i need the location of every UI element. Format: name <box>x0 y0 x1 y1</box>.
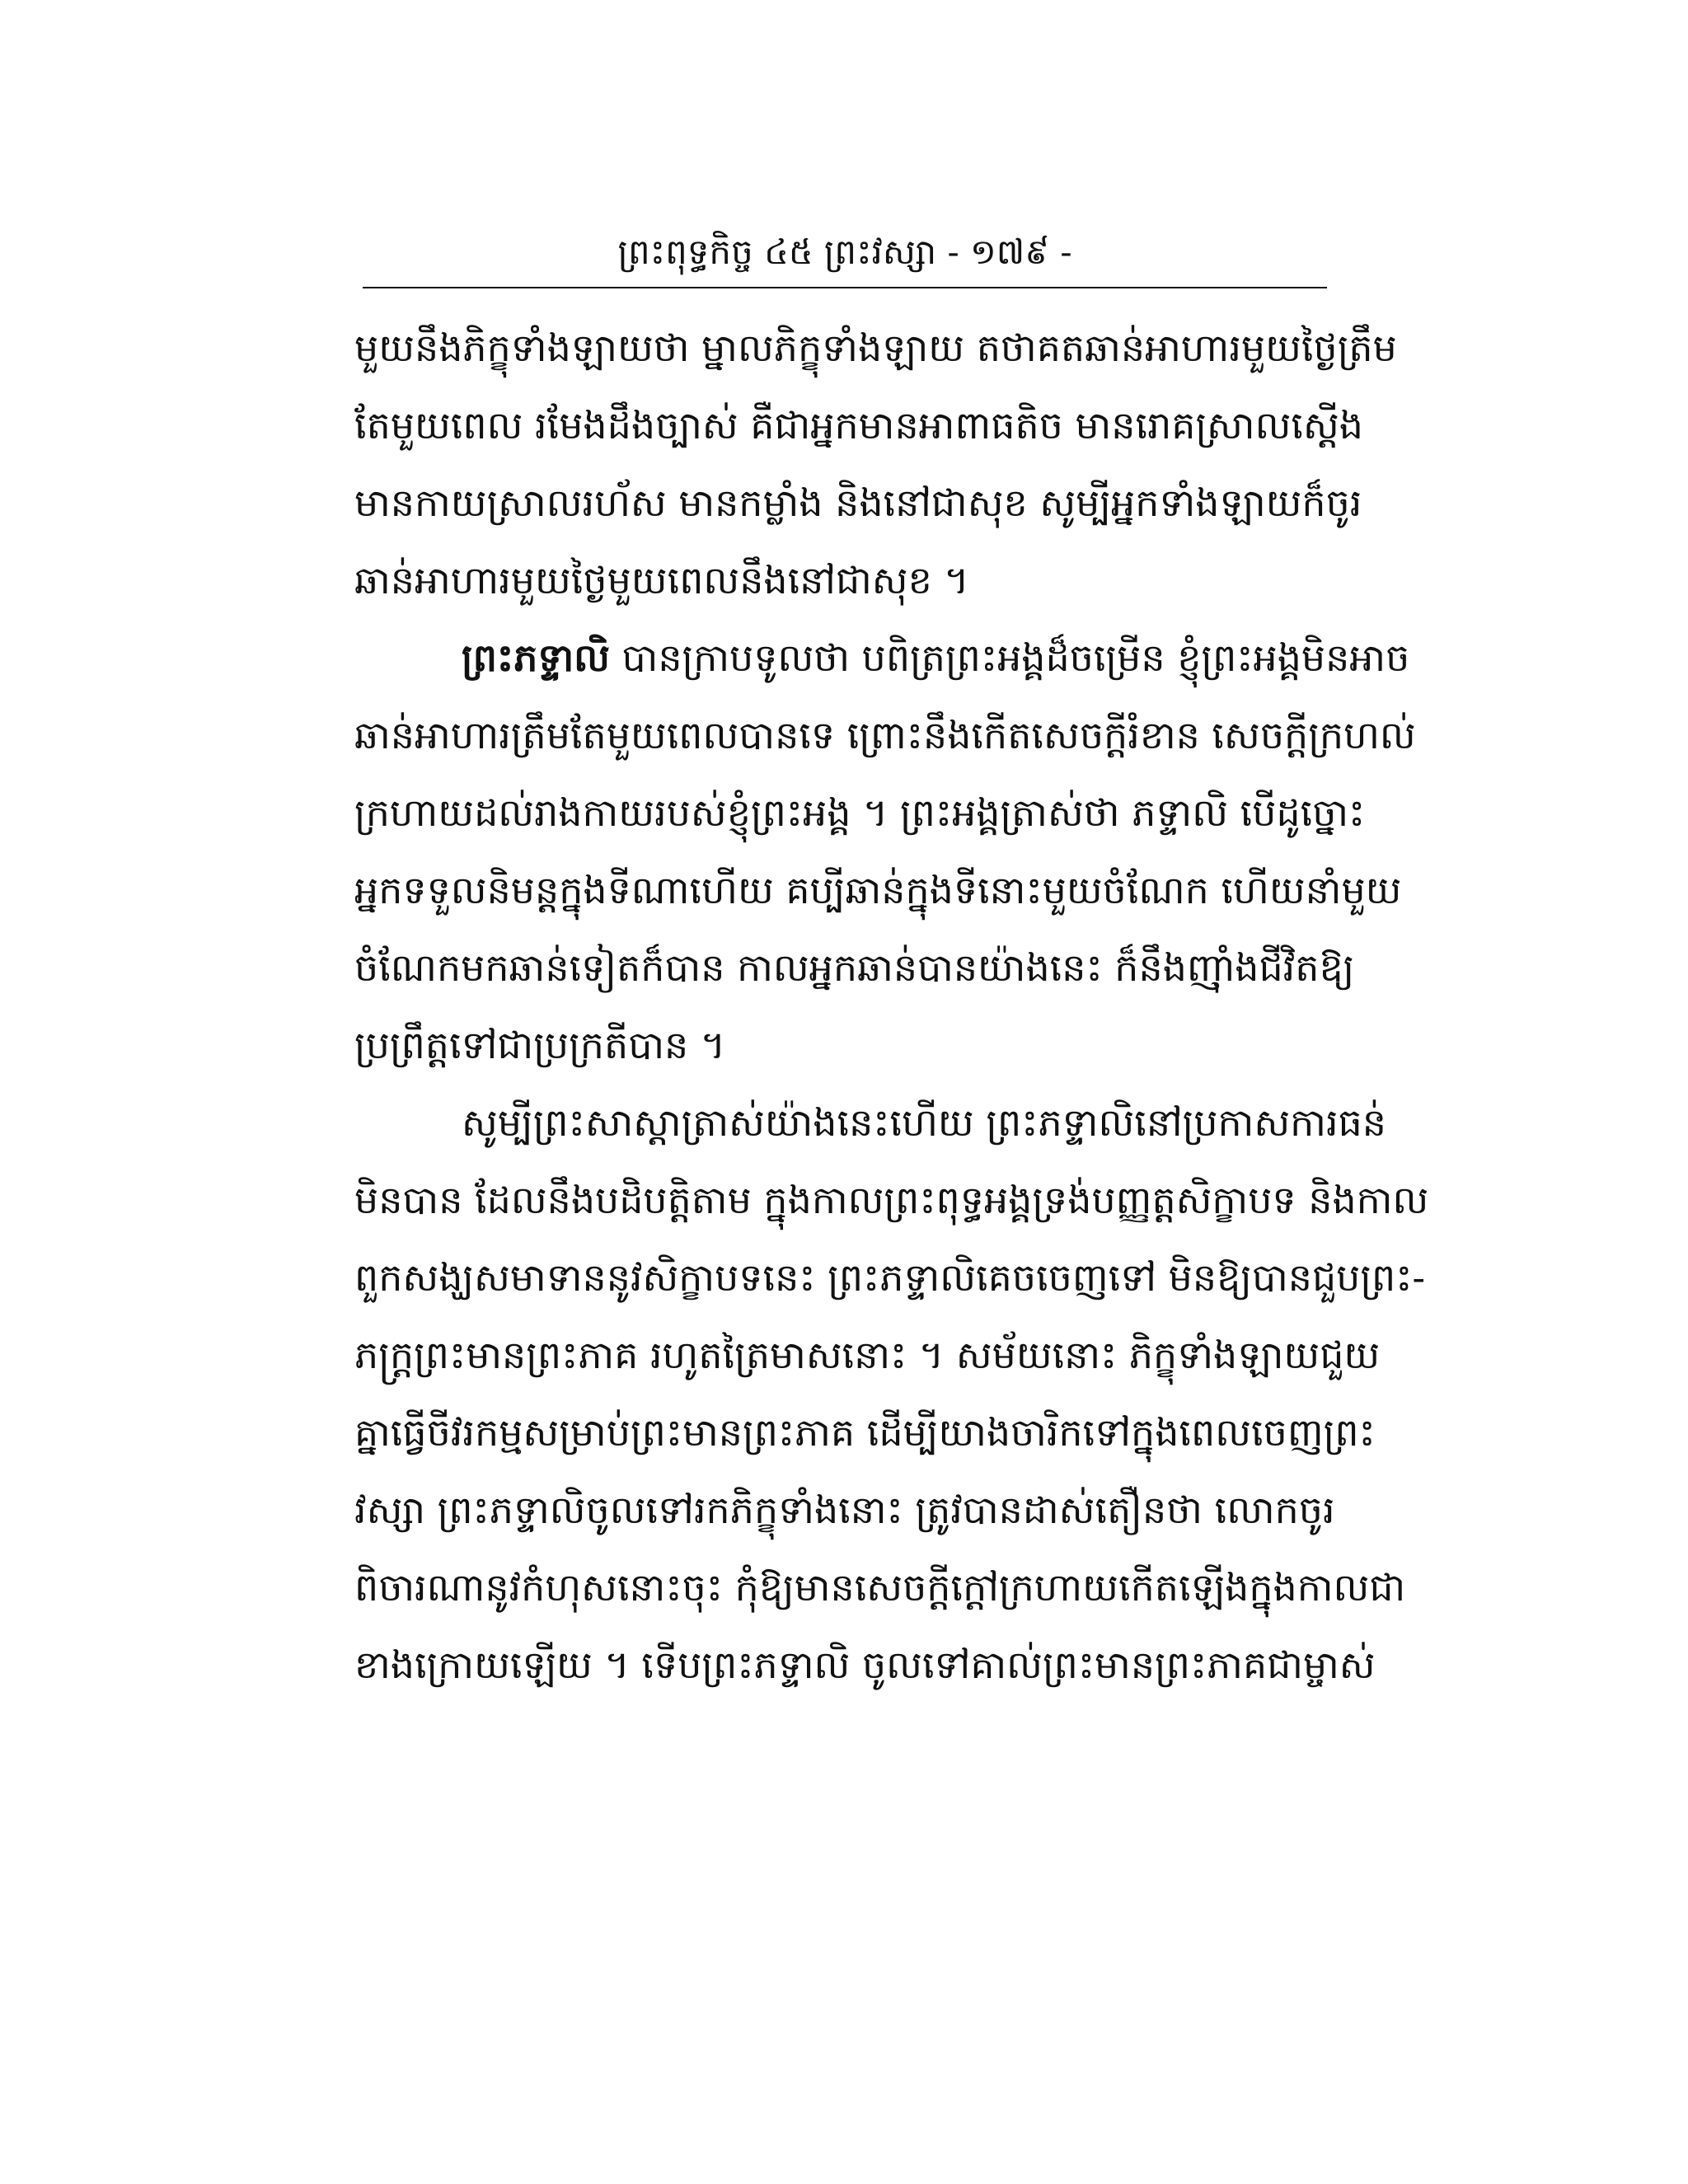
paragraph-3-line-4: ភក្រ្តព្រះមានព្រះភាគ រហូតត្រៃមាសនោះ ។ សម័យនោះ ភិក្ខុទាំងឡាយជួយ <box>354 1333 1381 1377</box>
paragraph-2-line-1 <box>354 619 1410 696</box>
paragraph-3-line-2: មិនបាន ដែលនឹងបដិបត្តិតាម ក្នុងកាលព្រះពុទ្ធអង្គទ្រង់បញ្ញត្តសិក្ខាបទ និងកាល <box>354 1178 1429 1222</box>
header-rule <box>363 287 1327 288</box>
paragraph-3-line-3: ពួកសង្ឃសមាទាននូវសិក្ខាបទនេះ ព្រះភទ្ទាលិគេចចេញទៅ មិនឱ្យបានជួបព្រះ- <box>354 1255 1426 1300</box>
paragraph-2-line-6: ប្រព្រឹត្តទៅជាប្រក្រតីបាន ។ <box>354 1023 726 1067</box>
paragraph-2-line-4: អ្នកទទួលនិមន្តក្នុងទីណាហើយ គប្បីឆាន់ក្នុងទីនោះមួយចំណែក ហើយនាំមួយ <box>354 868 1402 912</box>
paragraph-2-line-3: ក្រហាយដល់រាងកាយរបស់ខ្ញុំព្រះអង្គ ។ ព្រះអង្គត្រាស់ថា ភទ្ទាលិ បើដូច្នោះ <box>354 790 1366 835</box>
paragraph-2-line-5: ចំណែកមកឆាន់ទៀតក៏បាន កាលអ្នកឆាន់បានយ៉ាងនេះ ក៏នឹងញ៉ាំងជីវិតឱ្យ <box>354 945 1355 990</box>
paragraph-3-line-5: គ្នាធ្វើចីវរកម្មសម្រាប់ព្រះមានព្រះភាគ ដើម្បីយាងចារិកទៅក្នុងពេលចេញព្រះ <box>354 1410 1376 1455</box>
paragraph-2-line-1-text: បានក្រាបទូលថា បពិត្រព្រះអង្គដ៏ចម្រើន ខ្ញុំព្រះអង្គមិនអាច <box>609 635 1410 680</box>
paragraph-3-line-1: សូម្បីព្រះសាស្តាត្រាស់យ៉ាងនេះហើយ ព្រះភទ្ទាលិនៅប្រកាសការធន់ <box>462 1100 1386 1145</box>
paragraph-1-line-2: តែមួយពេល រមែងដឹងច្បាស់ គឺជាអ្នកមានអាពាធតិច មានរោគស្រាលស្តើង <box>354 403 1363 448</box>
paragraph-1-line-1: មួយនឹងភិក្ខុទាំងឡាយថា ម្នាលភិក្ខុទាំងឡាយ តថាគតឆាន់អាហារមួយថ្ងៃត្រឹម <box>354 326 1397 370</box>
paragraph-1-line-4: ឆាន់អាហារមួយថ្ងៃមួយពេលនឹងនៅជាសុខ ។ <box>354 558 969 602</box>
paragraph-3-line-7: ពិចារណានូវកំហុសនោះចុះ កុំឱ្យមានសេចក្តីក្តៅក្រហាយកើតឡើងក្នុងកាលជា <box>354 1565 1406 1610</box>
body-text <box>354 309 1429 1704</box>
paragraph-2-line-2: ឆាន់អាហារត្រឹមតែមួយពេលបានទេ ព្រោះនឹងកើតសេចក្តីរំខាន សេចក្តីក្រហល់ <box>354 713 1416 757</box>
paragraph-2-bold-lead: ព្រះភទ្ទាលិ <box>462 635 610 680</box>
paragraph-3-line-6: វស្សា ព្រះភទ្ទាលិចូលទៅរកភិក្ខុទាំងនោះ ត្រូវបានដាស់តឿនថា លោកចូរ <box>354 1488 1335 1532</box>
paragraph-1-line-3: មានកាយស្រាលរហ័ស មានកម្លាំង និងនៅជាសុខ សូម្បីអ្នកទាំងឡាយក៏ចូរ <box>354 480 1362 525</box>
paragraph-3-line-8: ខាងក្រោយឡើយ ។ ទើបព្រះភទ្ទាលិ ចូលទៅគាល់ព្រះមានព្រះភាគជាម្ចាស់ <box>354 1643 1376 1687</box>
running-header: ព្រះពុទ្ធកិច្ច ៤៥ ព្រះវស្សា - ១៧៩ - <box>617 232 1072 272</box>
